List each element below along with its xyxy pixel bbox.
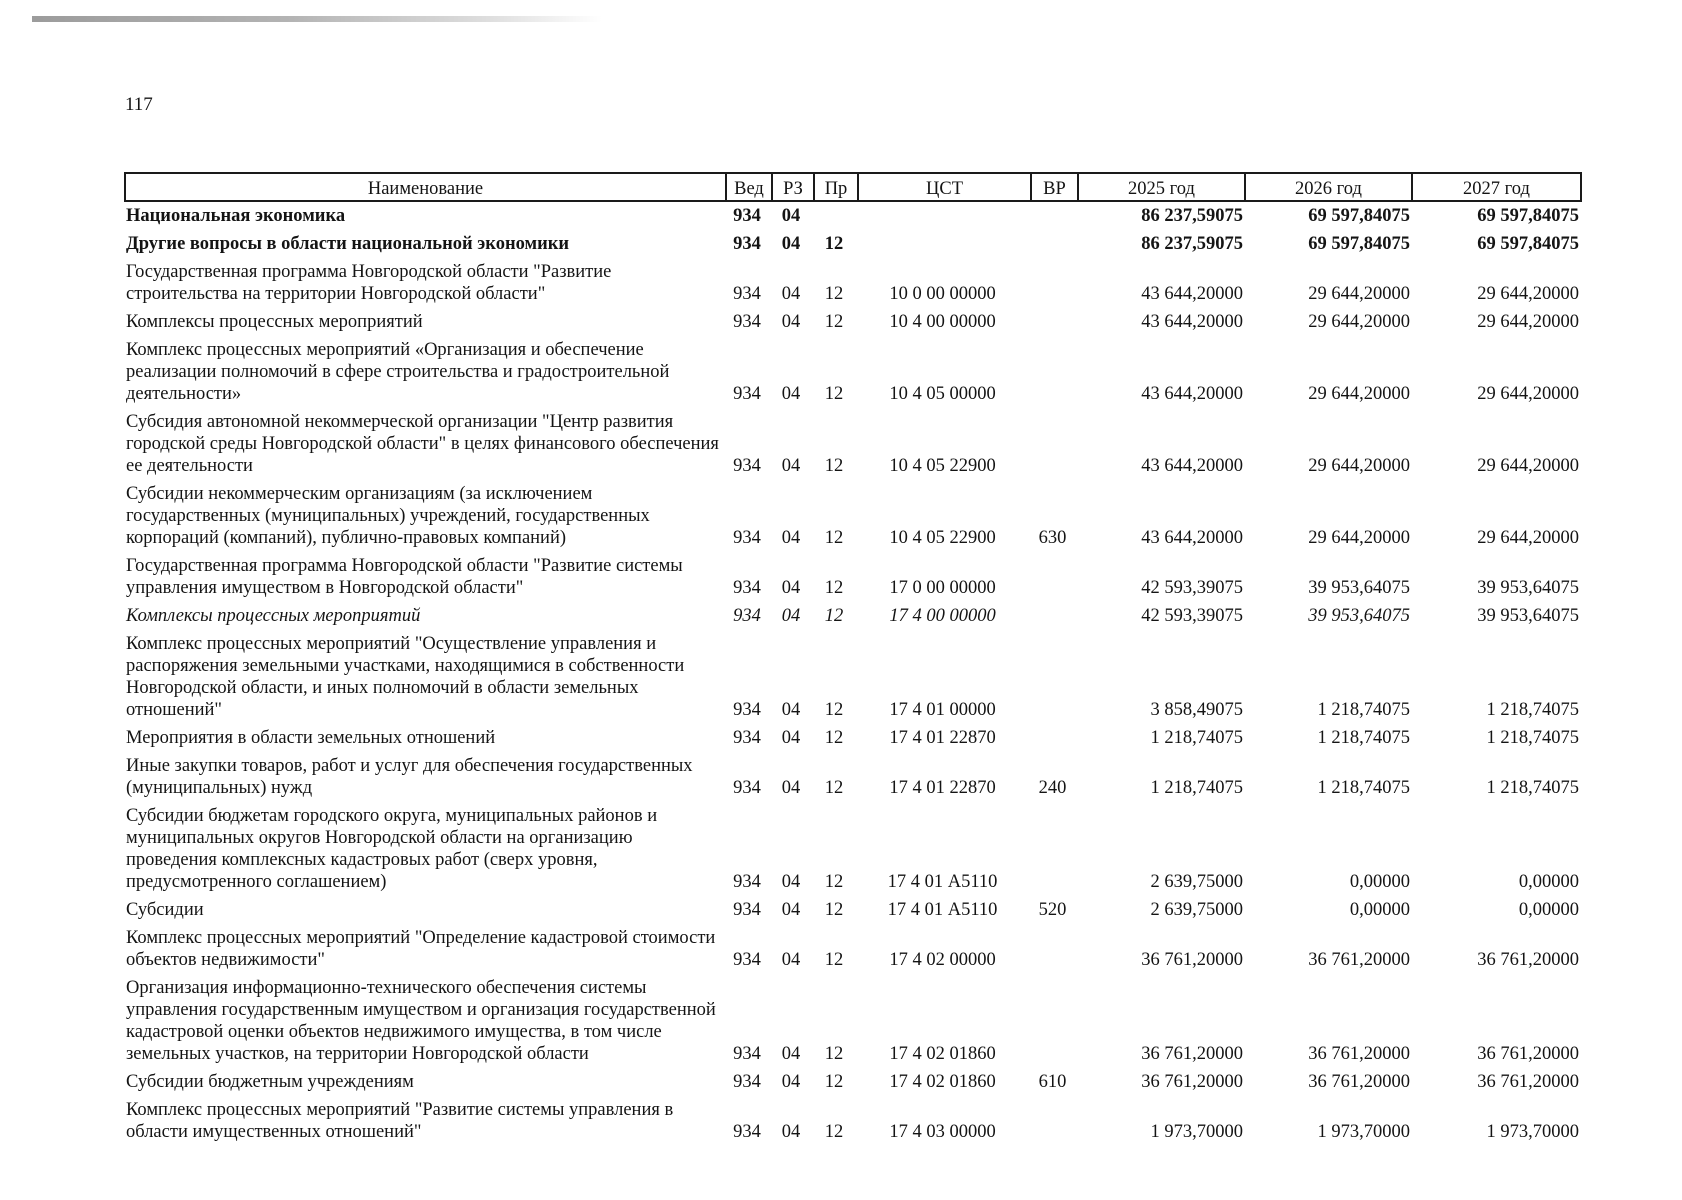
cell-vr [1031, 924, 1078, 974]
cell-cst: 10 0 00 00000 [889, 284, 996, 304]
cell-pr: 12 [824, 1122, 844, 1142]
cell-2025: 43 644,20000 [1141, 312, 1243, 332]
table-row [125, 336, 1581, 408]
cell-vr [1031, 552, 1078, 602]
cell-rz: 04 [781, 1072, 801, 1092]
cell-cst: 17 4 02 01860 [889, 1072, 996, 1092]
cell-2025: 1 973,70000 [1150, 1122, 1243, 1142]
cell-pr: 12 [824, 872, 844, 892]
cell-rz: 04 [781, 528, 801, 548]
cell-vr [1031, 602, 1078, 630]
cell-vr: 520 [1038, 900, 1067, 920]
cell-cst: 10 4 05 00000 [889, 384, 996, 404]
cell-2027: 36 761,20000 [1477, 1044, 1579, 1064]
cell-cst [858, 201, 1031, 230]
header-2027: 2027 год [1412, 173, 1581, 201]
cell-name: Организация информационно-технического обеспечения системы управления государственным имуществом и организация государственной кадастровой оценки объектов недвижимого имущества, в том числе земельных участков, на территории Новгородской области [126, 978, 716, 1064]
cell-pr: 12 [824, 456, 844, 476]
cell-2027: 0,00000 [1518, 900, 1579, 920]
cell-cst: 17 4 01 А5110 [887, 900, 998, 920]
cell-rz: 04 [781, 950, 801, 970]
scan-edge-artifact [32, 16, 602, 22]
cell-2025: 2 639,75000 [1150, 900, 1243, 920]
cell-pr: 12 [824, 578, 844, 598]
cell-pr: 12 [824, 1044, 844, 1064]
cell-ved: 934 [733, 456, 761, 476]
cell-2027: 1 218,74075 [1486, 778, 1579, 798]
cell-vr: 240 [1038, 778, 1067, 798]
table-row [125, 201, 1581, 230]
header-vr: ВР [1031, 173, 1078, 201]
cell-name: Субсидии бюджетным учреждениям [126, 1072, 414, 1092]
cell-rz: 04 [781, 456, 801, 476]
cell-2026: 69 597,84075 [1308, 206, 1410, 226]
cell-cst: 17 4 00 00000 [889, 606, 996, 626]
cell-pr: 12 [824, 284, 844, 304]
cell-2026: 29 644,20000 [1308, 312, 1410, 332]
cell-vr [1031, 336, 1078, 408]
page-number: 117 [125, 94, 153, 115]
cell-ved: 934 [733, 1044, 761, 1064]
table-row [125, 602, 1581, 630]
cell-2025: 36 761,20000 [1141, 1044, 1243, 1064]
cell-vr [1031, 630, 1078, 724]
cell-2026: 29 644,20000 [1308, 284, 1410, 304]
cell-2025: 43 644,20000 [1141, 528, 1243, 548]
cell-name: Комплекс процессных мероприятий "Определение кадастровой стоимости объектов недвижимости" [126, 928, 716, 970]
table-row [125, 480, 1581, 552]
cell-vr [1031, 802, 1078, 896]
cell-rz: 04 [781, 234, 801, 254]
table-row [125, 1096, 1581, 1146]
cell-name: Субсидии бюджетам городского округа, муниципальных районов и муниципальных округов Новгородской области на организацию проведения комплексных кадастровых работ (сверх уровня, предусмотренного соглашением) [126, 806, 658, 892]
header-pr: Пр [814, 173, 858, 201]
header-2026: 2026 год [1245, 173, 1412, 201]
cell-2025: 42 593,39075 [1141, 578, 1243, 598]
cell-cst: 17 4 01 22870 [889, 728, 996, 748]
cell-ved: 934 [733, 284, 761, 304]
cell-2027: 29 644,20000 [1477, 284, 1579, 304]
cell-2025: 86 237,59075 [1141, 206, 1243, 226]
cell-ved: 934 [733, 206, 761, 226]
cell-ved: 934 [733, 872, 761, 892]
cell-2026: 29 644,20000 [1308, 456, 1410, 476]
cell-name: Мероприятия в области земельных отношений [126, 728, 496, 748]
cell-pr: 12 [824, 384, 844, 404]
cell-ved: 934 [733, 700, 761, 720]
cell-name: Субсидии некоммерческим организациям (за исключением государственных (муниципальных) учреждений, государственных корпораций (компаний), публично-правовых компаний) [126, 484, 650, 548]
cell-2026: 0,00000 [1349, 900, 1410, 920]
cell-rz: 04 [781, 606, 801, 626]
table-row [125, 974, 1581, 1068]
cell-pr: 12 [824, 778, 844, 798]
cell-ved: 934 [733, 950, 761, 970]
cell-name: Государственная программа Новгородской области "Развитие системы управления имуществом в Новгородской области" [126, 556, 683, 598]
cell-pr: 12 [824, 900, 844, 920]
cell-2027: 39 953,64075 [1477, 606, 1579, 626]
cell-name: Другие вопросы в области национальной экономики [126, 234, 570, 254]
cell-vr [1031, 201, 1078, 230]
cell-pr: 12 [824, 700, 844, 720]
cell-2026: 69 597,84075 [1308, 234, 1410, 254]
cell-2025: 42 593,39075 [1141, 606, 1243, 626]
cell-ved: 934 [733, 1072, 761, 1092]
cell-rz: 04 [781, 728, 801, 748]
cell-pr: 12 [824, 312, 844, 332]
cell-2026: 36 761,20000 [1308, 1044, 1410, 1064]
cell-cst: 17 4 01 22870 [889, 778, 996, 798]
cell-vr [1031, 230, 1078, 258]
table-row [125, 230, 1581, 258]
cell-ved: 934 [733, 606, 761, 626]
cell-2026: 39 953,64075 [1308, 578, 1410, 598]
cell-cst: 17 4 03 00000 [889, 1122, 996, 1142]
cell-2025: 36 761,20000 [1141, 950, 1243, 970]
cell-2027: 29 644,20000 [1477, 384, 1579, 404]
cell-name: Комплекс процессных мероприятий "Осуществление управления и распоряжения земельными участками, находящимися в собственности Новгородской области, и иных полномочий в области земельных отношений" [126, 634, 685, 720]
cell-ved: 934 [733, 384, 761, 404]
cell-pr: 12 [824, 1072, 844, 1092]
cell-2026: 36 761,20000 [1308, 1072, 1410, 1092]
header-2025: 2025 год [1078, 173, 1245, 201]
cell-rz: 04 [781, 900, 801, 920]
header-name: Наименование [125, 173, 726, 201]
cell-vr [1031, 408, 1078, 480]
cell-rz: 04 [781, 312, 801, 332]
cell-rz: 04 [781, 384, 801, 404]
header-ved: Вед [726, 173, 772, 201]
cell-name: Иные закупки товаров, работ и услуг для обеспечения государственных (муниципальных) нужд [126, 756, 693, 798]
table-row [125, 408, 1581, 480]
cell-ved: 934 [733, 234, 761, 254]
cell-2027: 36 761,20000 [1477, 950, 1579, 970]
cell-rz: 04 [781, 1122, 801, 1142]
cell-pr: 12 [824, 728, 844, 748]
cell-vr [1031, 1096, 1078, 1146]
cell-2026: 1 973,70000 [1317, 1122, 1410, 1142]
cell-vr [1031, 258, 1078, 308]
cell-2026: 0,00000 [1349, 872, 1410, 892]
cell-cst: 10 4 05 22900 [889, 528, 996, 548]
cell-2025: 3 858,49075 [1150, 700, 1243, 720]
cell-2027: 1 218,74075 [1486, 700, 1579, 720]
cell-rz: 04 [781, 700, 801, 720]
table-body [125, 201, 1581, 1146]
cell-vr: 610 [1038, 1072, 1067, 1092]
cell-2027: 1 973,70000 [1486, 1122, 1579, 1142]
table-row [125, 1068, 1581, 1096]
cell-2025: 43 644,20000 [1141, 284, 1243, 304]
cell-vr: 630 [1038, 528, 1067, 548]
cell-2026: 1 218,74075 [1317, 728, 1410, 748]
cell-ved: 934 [733, 578, 761, 598]
cell-pr: 12 [824, 528, 844, 548]
cell-rz: 04 [781, 284, 801, 304]
cell-rz: 04 [781, 1044, 801, 1064]
cell-ved: 934 [733, 528, 761, 548]
cell-2025: 36 761,20000 [1141, 1072, 1243, 1092]
cell-cst: 17 4 01 А5110 [887, 872, 998, 892]
cell-2027: 1 218,74075 [1486, 728, 1579, 748]
cell-name: Комплекс процессных мероприятий "Развитие системы управления в области имущественных отношений" [126, 1100, 674, 1142]
cell-ved: 934 [733, 900, 761, 920]
table-row [125, 258, 1581, 308]
cell-2026: 36 761,20000 [1308, 950, 1410, 970]
cell-2027: 69 597,84075 [1477, 234, 1579, 254]
cell-cst: 17 4 02 01860 [889, 1044, 996, 1064]
table-row [125, 924, 1581, 974]
cell-2025: 43 644,20000 [1141, 456, 1243, 476]
cell-2027: 29 644,20000 [1477, 528, 1579, 548]
budget-table [124, 172, 1582, 1146]
cell-cst [858, 230, 1031, 258]
cell-pr: 12 [824, 950, 844, 970]
cell-cst: 17 0 00 00000 [889, 578, 996, 598]
cell-2026: 29 644,20000 [1308, 384, 1410, 404]
cell-2025: 86 237,59075 [1141, 234, 1243, 254]
cell-name: Субсидии [126, 900, 204, 920]
cell-ved: 934 [733, 778, 761, 798]
cell-2027: 39 953,64075 [1477, 578, 1579, 598]
cell-2026: 1 218,74075 [1317, 700, 1410, 720]
cell-rz: 04 [781, 778, 801, 798]
cell-name: Государственная программа Новгородской области "Развитие строительства на территории Новгородской области" [126, 262, 612, 304]
cell-rz: 04 [781, 578, 801, 598]
cell-2027: 36 761,20000 [1477, 1072, 1579, 1092]
cell-name: Национальная экономика [126, 206, 346, 226]
cell-name: Комплекс процессных мероприятий «Организация и обеспечение реализации полномочий в сфере строительства и градостроительной деятельности» [126, 340, 670, 404]
table-header-row [125, 173, 1581, 201]
cell-cst: 10 4 00 00000 [889, 312, 996, 332]
table-row [125, 752, 1581, 802]
cell-name: Комплексы процессных мероприятий [126, 312, 423, 332]
cell-2025: 43 644,20000 [1141, 384, 1243, 404]
table-row [125, 308, 1581, 336]
cell-2025: 1 218,74075 [1150, 728, 1243, 748]
cell-2025: 2 639,75000 [1150, 872, 1243, 892]
table-row [125, 724, 1581, 752]
header-cst: ЦСТ [858, 173, 1031, 201]
cell-2026: 29 644,20000 [1308, 528, 1410, 548]
cell-2027: 29 644,20000 [1477, 456, 1579, 476]
cell-vr [1031, 974, 1078, 1068]
cell-vr [1031, 724, 1078, 752]
cell-pr: 12 [824, 234, 844, 254]
cell-pr: 12 [824, 606, 844, 626]
cell-name: Комплексы процессных мероприятий [126, 606, 421, 626]
cell-2025: 1 218,74075 [1150, 778, 1243, 798]
cell-2027: 29 644,20000 [1477, 312, 1579, 332]
table-row [125, 552, 1581, 602]
cell-2027: 0,00000 [1518, 872, 1579, 892]
cell-cst: 17 4 01 00000 [889, 700, 996, 720]
header-rz: РЗ [772, 173, 814, 201]
cell-ved: 934 [733, 312, 761, 332]
cell-cst: 17 4 02 00000 [889, 950, 996, 970]
cell-2027: 69 597,84075 [1477, 206, 1579, 226]
cell-cst: 10 4 05 22900 [889, 456, 996, 476]
cell-ved: 934 [733, 728, 761, 748]
cell-rz: 04 [781, 872, 801, 892]
cell-name: Субсидия автономной некоммерческой организации "Центр развития городской среды Новгородской области" в целях финансового обеспечения ее деятельности [126, 412, 719, 476]
table-row [125, 630, 1581, 724]
table-row [125, 896, 1581, 924]
cell-pr [814, 201, 858, 230]
table-row [125, 802, 1581, 896]
cell-2026: 39 953,64075 [1308, 606, 1410, 626]
cell-2026: 1 218,74075 [1317, 778, 1410, 798]
cell-vr [1031, 308, 1078, 336]
cell-ved: 934 [733, 1122, 761, 1142]
cell-rz: 04 [781, 206, 801, 226]
